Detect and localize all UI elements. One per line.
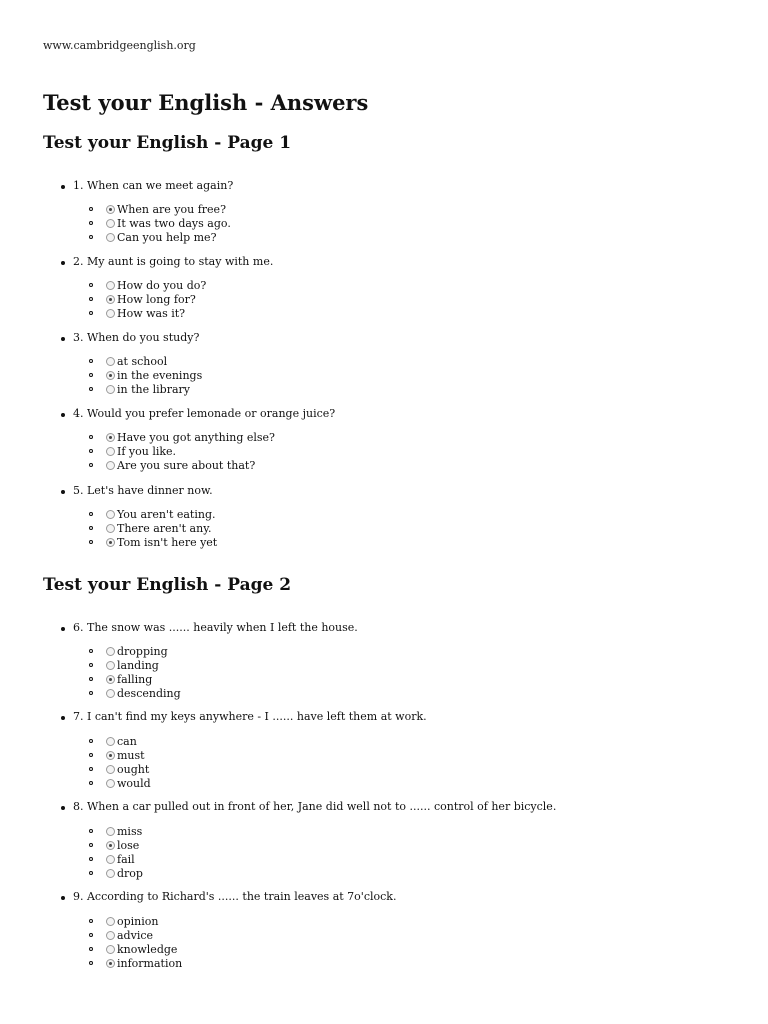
option-label: How do you do?	[117, 279, 207, 292]
radio-icon[interactable]	[106, 855, 115, 864]
bullet-disc	[61, 716, 65, 720]
question-text: 9. According to Richard's ...... the train leaves at 7o'clock.	[73, 890, 397, 903]
radio-icon[interactable]	[106, 869, 115, 878]
option-label: Are you sure about that?	[117, 459, 256, 472]
radio-icon[interactable]	[106, 461, 115, 470]
bullet-disc	[61, 896, 65, 900]
bullet-circle	[89, 359, 93, 363]
option-label: lose	[117, 839, 140, 852]
option-label: Tom isn't here yet	[117, 536, 218, 549]
option-label: can	[117, 735, 137, 748]
bullet-circle	[89, 767, 93, 771]
bullet-circle	[89, 207, 93, 211]
bullet-circle	[89, 435, 93, 439]
bullet-circle	[89, 540, 93, 544]
bullet-disc	[61, 185, 65, 189]
radio-icon[interactable]	[106, 765, 115, 774]
bullet-circle	[89, 283, 93, 287]
section-title-page-2: Test your English - Page 2	[43, 575, 292, 595]
option-label: in the library	[117, 383, 190, 396]
bullet-circle	[89, 781, 93, 785]
radio-selected-icon[interactable]	[106, 675, 115, 684]
radio-icon[interactable]	[106, 281, 115, 290]
radio-icon[interactable]	[106, 917, 115, 926]
bullet-circle	[89, 449, 93, 453]
option-label: How was it?	[117, 307, 186, 320]
bullet-circle	[89, 933, 93, 937]
radio-selected-icon[interactable]	[106, 205, 115, 214]
option-label: information	[117, 957, 183, 970]
bullet-circle	[89, 463, 93, 467]
option-label: fail	[117, 853, 135, 866]
option-label: Have you got anything else?	[117, 431, 275, 444]
question-text: 4. Would you prefer lemonade or orange juice?	[73, 407, 336, 420]
bullet-circle	[89, 526, 93, 530]
bullet-circle	[89, 297, 93, 301]
radio-icon[interactable]	[106, 357, 115, 366]
option-label: You aren't eating.	[117, 508, 216, 521]
radio-icon[interactable]	[106, 661, 115, 670]
radio-icon[interactable]	[106, 689, 115, 698]
bullet-disc	[61, 261, 65, 265]
radio-icon[interactable]	[106, 447, 115, 456]
option-label: If you like.	[117, 445, 177, 458]
bullet-circle	[89, 512, 93, 516]
bullet-disc	[61, 490, 65, 494]
bullet-circle	[89, 691, 93, 695]
bullet-disc	[61, 627, 65, 631]
option-label: drop	[117, 867, 143, 880]
bullet-circle	[89, 649, 93, 653]
question-text: 3. When do you study?	[73, 331, 200, 344]
bullet-circle	[89, 387, 93, 391]
bullet-circle	[89, 739, 93, 743]
option-label: at school	[117, 355, 168, 368]
radio-icon[interactable]	[106, 510, 115, 519]
bullet-circle	[89, 373, 93, 377]
bullet-circle	[89, 235, 93, 239]
option-label: When are you free?	[117, 203, 226, 216]
radio-icon[interactable]	[106, 827, 115, 836]
bullet-circle	[89, 947, 93, 951]
question-text: 5. Let's have dinner now.	[73, 484, 213, 497]
bullet-circle	[89, 829, 93, 833]
question-text: 6. The snow was ...... heavily when I left the house.	[73, 621, 358, 634]
question-text: 1. When can we meet again?	[73, 179, 234, 192]
option-label: It was two days ago.	[117, 217, 231, 230]
radio-selected-icon[interactable]	[106, 959, 115, 968]
radio-selected-icon[interactable]	[106, 295, 115, 304]
site-url: www.cambridgeenglish.org	[43, 39, 196, 52]
option-label: landing	[117, 659, 159, 672]
radio-icon[interactable]	[106, 524, 115, 533]
bullet-circle	[89, 919, 93, 923]
radio-icon[interactable]	[106, 737, 115, 746]
page-title: Test your English - Answers	[43, 90, 369, 115]
bullet-circle	[89, 961, 93, 965]
bullet-disc	[61, 337, 65, 341]
option-label: opinion	[117, 915, 159, 928]
radio-icon[interactable]	[106, 945, 115, 954]
bullet-circle	[89, 677, 93, 681]
option-label: advice	[117, 929, 154, 942]
bullet-circle	[89, 857, 93, 861]
option-label: must	[117, 749, 145, 762]
option-label: ought	[117, 763, 150, 776]
radio-selected-icon[interactable]	[106, 371, 115, 380]
option-label: dropping	[117, 645, 168, 658]
bullet-disc	[61, 413, 65, 417]
radio-icon[interactable]	[106, 219, 115, 228]
option-label: Can you help me?	[117, 231, 217, 244]
bullet-circle	[89, 753, 93, 757]
section-title-page-1: Test your English - Page 1	[43, 133, 292, 153]
option-label: would	[117, 777, 151, 790]
option-label: descending	[117, 687, 181, 700]
bullet-circle	[89, 871, 93, 875]
radio-selected-icon[interactable]	[106, 841, 115, 850]
radio-icon[interactable]	[106, 779, 115, 788]
option-label: There aren't any.	[117, 522, 212, 535]
question-text: 7. I can't find my keys anywhere - I ...... have left them at work.	[73, 710, 427, 723]
bullet-circle	[89, 663, 93, 667]
option-label: falling	[117, 673, 153, 686]
option-label: miss	[117, 825, 143, 838]
option-label: in the evenings	[117, 369, 203, 382]
radio-icon[interactable]	[106, 931, 115, 940]
question-text: 8. When a car pulled out in front of her, Jane did well not to ...... control of her bicycle.	[73, 800, 557, 813]
bullet-disc	[61, 806, 65, 810]
bullet-circle	[89, 843, 93, 847]
question-text: 2. My aunt is going to stay with me.	[73, 255, 274, 268]
bullet-circle	[89, 311, 93, 315]
radio-icon[interactable]	[106, 233, 115, 242]
radio-selected-icon[interactable]	[106, 538, 115, 547]
radio-icon[interactable]	[106, 309, 115, 318]
option-label: How long for?	[117, 293, 196, 306]
radio-icon[interactable]	[106, 647, 115, 656]
bullet-circle	[89, 221, 93, 225]
radio-selected-icon[interactable]	[106, 433, 115, 442]
radio-icon[interactable]	[106, 385, 115, 394]
option-label: knowledge	[117, 943, 178, 956]
radio-selected-icon[interactable]	[106, 751, 115, 760]
